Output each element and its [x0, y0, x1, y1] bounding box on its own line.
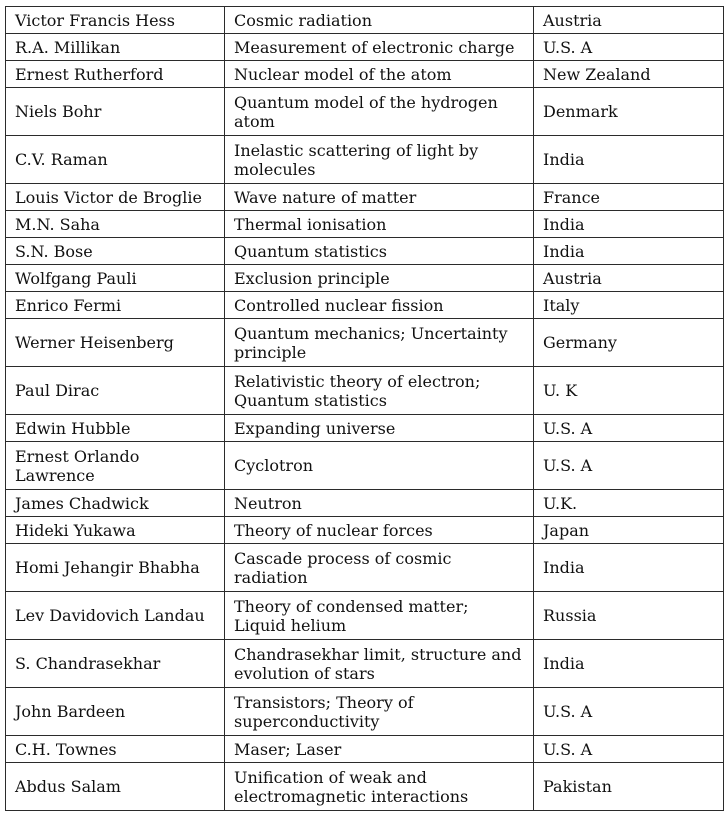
table-row — [6, 292, 724, 319]
table-row — [6, 34, 724, 61]
country-cell: Austria — [534, 265, 724, 292]
table-row — [6, 7, 724, 34]
contribution-cell: Cyclotron — [225, 442, 534, 490]
scientist-name-cell: M.N. Saha — [6, 211, 225, 238]
table-row — [6, 88, 724, 136]
table-row — [6, 61, 724, 88]
country-cell: U.S. A — [534, 415, 724, 442]
contribution-cell: Unification of weak and electromagnetic interactions — [225, 763, 534, 811]
scientist-name-cell: Homi Jehangir Bhabha — [6, 544, 225, 592]
contribution-cell: Quantum statistics — [225, 238, 534, 265]
scientist-name-cell: Niels Bohr — [6, 88, 225, 136]
scientist-name-cell: Edwin Hubble — [6, 415, 225, 442]
table-row — [6, 238, 724, 265]
scientist-name-cell: Ernest Rutherford — [6, 61, 225, 88]
country-cell: India — [534, 238, 724, 265]
scientist-name-cell: Ernest Orlando Lawrence — [6, 442, 225, 490]
table-row — [6, 688, 724, 736]
scientist-name-cell: Wolfgang Pauli — [6, 265, 225, 292]
contribution-cell: Thermal ionisation — [225, 211, 534, 238]
contribution-cell: Inelastic scattering of light by molecules — [225, 136, 534, 184]
scientist-name-cell: Werner Heisenberg — [6, 319, 225, 367]
country-cell: India — [534, 211, 724, 238]
table-row — [6, 265, 724, 292]
contribution-cell: Theory of nuclear forces — [225, 517, 534, 544]
contribution-cell: Exclusion principle — [225, 265, 534, 292]
table-row — [6, 367, 724, 415]
contribution-cell: Maser; Laser — [225, 736, 534, 763]
country-cell: India — [534, 640, 724, 688]
scientist-name-cell: Enrico Fermi — [6, 292, 225, 319]
country-cell: Russia — [534, 592, 724, 640]
country-cell: New Zealand — [534, 61, 724, 88]
contribution-cell: Quantum mechanics; Uncertainty principle — [225, 319, 534, 367]
table-row — [6, 415, 724, 442]
scientist-name-cell: James Chadwick — [6, 490, 225, 517]
table-row — [6, 490, 724, 517]
country-cell: India — [534, 544, 724, 592]
country-cell: U.K. — [534, 490, 724, 517]
contribution-cell: Nuclear model of the atom — [225, 61, 534, 88]
contribution-cell: Cascade process of cosmic radiation — [225, 544, 534, 592]
scientist-name-cell: Hideki Yukawa — [6, 517, 225, 544]
country-cell: Japan — [534, 517, 724, 544]
contribution-cell: Wave nature of matter — [225, 184, 534, 211]
table-row — [6, 184, 724, 211]
contribution-cell: Controlled nuclear fission — [225, 292, 534, 319]
table-row — [6, 592, 724, 640]
table-row — [6, 136, 724, 184]
country-cell: France — [534, 184, 724, 211]
contribution-cell: Transistors; Theory of superconductivity — [225, 688, 534, 736]
country-cell: Germany — [534, 319, 724, 367]
scientists-table — [5, 6, 724, 811]
table-row — [6, 442, 724, 490]
scientist-name-cell: R.A. Millikan — [6, 34, 225, 61]
scientist-name-cell: Abdus Salam — [6, 763, 225, 811]
country-cell: U.S. A — [534, 34, 724, 61]
scientist-name-cell: C.V. Raman — [6, 136, 225, 184]
scientist-name-cell: Lev Davidovich Landau — [6, 592, 225, 640]
country-cell: U.S. A — [534, 688, 724, 736]
contribution-cell: Neutron — [225, 490, 534, 517]
country-cell: Pakistan — [534, 763, 724, 811]
country-cell: Austria — [534, 7, 724, 34]
country-cell: Denmark — [534, 88, 724, 136]
table-row — [6, 736, 724, 763]
country-cell: U. K — [534, 367, 724, 415]
table-row — [6, 763, 724, 811]
scientist-name-cell: Paul Dirac — [6, 367, 225, 415]
country-cell: U.S. A — [534, 736, 724, 763]
country-cell: U.S. A — [534, 442, 724, 490]
contribution-cell: Theory of condensed matter; Liquid helium — [225, 592, 534, 640]
table-body — [6, 7, 724, 811]
contribution-cell: Measurement of electronic charge — [225, 34, 534, 61]
contribution-cell: Chandrasekhar limit, structure and evolution of stars — [225, 640, 534, 688]
table-row — [6, 211, 724, 238]
scientist-name-cell: Victor Francis Hess — [6, 7, 225, 34]
table-row — [6, 517, 724, 544]
table-row — [6, 319, 724, 367]
scientist-name-cell: S.N. Bose — [6, 238, 225, 265]
scientist-name-cell: S. Chandrasekhar — [6, 640, 225, 688]
table-row — [6, 544, 724, 592]
contribution-cell: Quantum model of the hydrogen atom — [225, 88, 534, 136]
contribution-cell: Cosmic radiation — [225, 7, 534, 34]
scientist-name-cell: John Bardeen — [6, 688, 225, 736]
table-row — [6, 640, 724, 688]
country-cell: Italy — [534, 292, 724, 319]
country-cell: India — [534, 136, 724, 184]
scientist-name-cell: C.H. Townes — [6, 736, 225, 763]
contribution-cell: Relativistic theory of electron; Quantum statistics — [225, 367, 534, 415]
scientist-name-cell: Louis Victor de Broglie — [6, 184, 225, 211]
contribution-cell: Expanding universe — [225, 415, 534, 442]
